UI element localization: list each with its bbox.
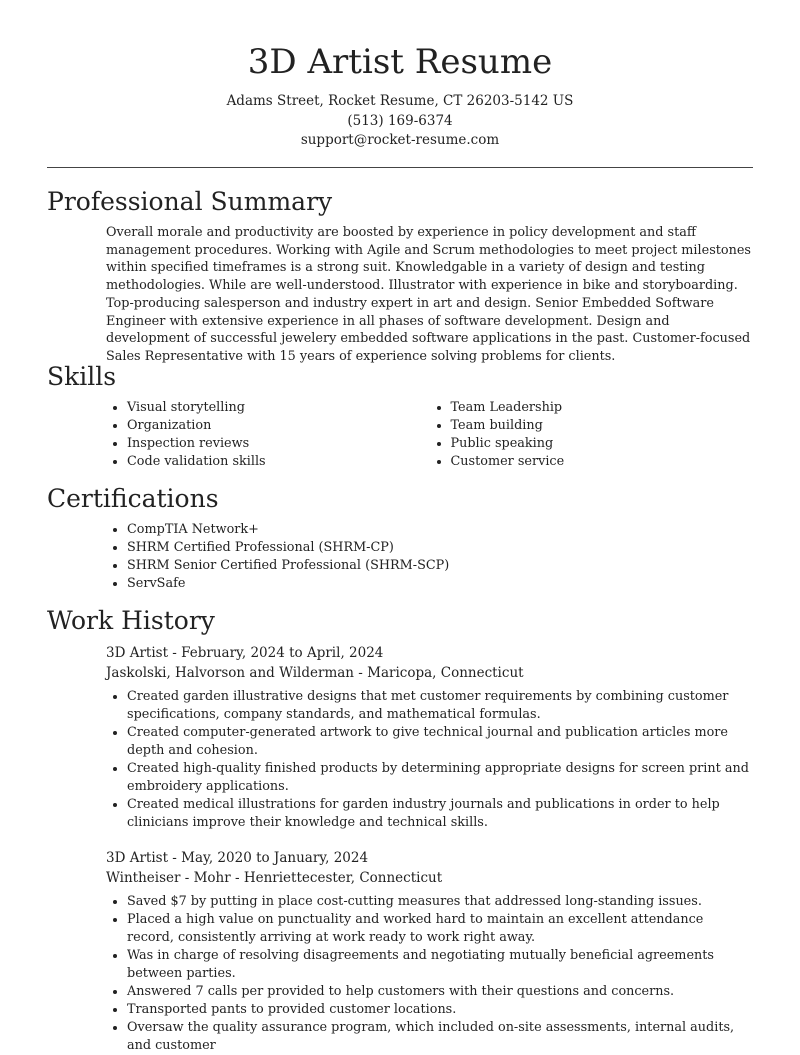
job-bullet: • Transported pants to provided customer locations. (127, 1001, 753, 1019)
job-entry (106, 848, 753, 1055)
contact-email: support@rocket-resume.com (300, 132, 500, 148)
job-bullet: • Created garden illustrative designs that met customer requirements by combining customer specifications, company standards, and mathematical formulas. (127, 688, 753, 724)
skill-item: • Team Leadership (451, 399, 754, 417)
job-title: 3D Artist - February, 2024 to April, 2024 (106, 645, 384, 661)
resume-title: 3D Artist Resume (247, 42, 553, 82)
job-bullet: • Placed a high value on punctuality and worked hard to maintain an excellent attendance record, consistently arriving at work ready to work right away. (127, 911, 753, 947)
contact-phone: (513) 169-6374 (347, 112, 453, 129)
job-bullets (106, 893, 753, 1055)
certifications-section (47, 483, 753, 593)
certifications-heading: Certifications (47, 484, 219, 513)
certification-item: • ServSafe (127, 575, 753, 593)
certification-item: • CompTIA Network+ (127, 521, 753, 539)
job-company: Jaskolski, Halvorson and Wilderman - Maricopa, Connecticut (106, 665, 524, 681)
job-bullets (106, 688, 753, 832)
contact-block (0, 92, 800, 151)
certification-item: • SHRM Certified Professional (SHRM-CP) (127, 539, 753, 557)
job-title: 3D Artist - May, 2020 to January, 2024 (106, 850, 369, 866)
summary-heading: Professional Summary (47, 187, 333, 216)
job-bullet: • Answered 7 calls per provided to help customers with their questions and concerns. (127, 983, 753, 1001)
work-history-heading: Work History (47, 606, 215, 635)
certification-item: • SHRM Senior Certified Professional (SHRM-SCP) (127, 557, 753, 575)
job-company: Wintheiser - Mohr - Henriettecester, Connecticut (106, 870, 443, 886)
resume-header (0, 0, 800, 151)
summary-section (47, 186, 753, 366)
skill-item: • Organization (127, 417, 430, 435)
skills-heading: Skills (47, 362, 117, 391)
job-bullet: • Was in charge of resolving disagreements and negotiating mutually beneficial agreements between parties. (127, 947, 753, 983)
header-divider (47, 167, 753, 168)
job-bullet: • Saved $7 by putting in place cost-cutting measures that addressed long-standing issues. (127, 893, 753, 911)
summary-text: Overall morale and productivity are boosted by experience in policy development and staff management procedures. Working with Agile and Scrum methodologies to meet project milestones within specified timeframes is a strong suit. Knowledgable in a variety of design and testing methodologies. While are well-understood. Illustrator with experience in bike and storyboarding. Top-producing salesperson and industry expert in art and design. Senior Embedded Software Engineer with extensive experience in all phases of software development. Design and development of successful jewelery embedded software applications in the past. Customer-focused Sales Representative with 15 years of experience solving problems for clients. (106, 225, 751, 364)
job-bullet: • Created high-quality finished products by determining appropriate designs for screen print and embroidery applications. (127, 760, 753, 796)
work-history-section (47, 605, 753, 1055)
skill-item: • Code validation skills (127, 453, 430, 471)
contact-address: Adams Street, Rocket Resume, CT 26203-5142 US (226, 93, 574, 109)
skill-item: • Inspection reviews (127, 435, 430, 453)
skills-list-left (106, 399, 430, 471)
skill-item: • Visual storytelling (127, 399, 430, 417)
job-entry (106, 643, 753, 832)
job-bullet: • Created computer-generated artwork to give technical journal and publication articles more depth and cohesion. (127, 724, 753, 760)
skills-list-right (430, 399, 754, 471)
skill-item: • Customer service (451, 453, 754, 471)
job-bullet: • Created medical illustrations for garden industry journals and publications in order to help clinicians improve their knowledge and technical skills. (127, 796, 753, 832)
certifications-list (106, 521, 753, 593)
skills-section (47, 361, 753, 471)
job-bullet: • Oversaw the quality assurance program, which included on-site assessments, internal audits, and customer (127, 1019, 753, 1055)
skill-item: • Team building (451, 417, 754, 435)
skill-item: • Public speaking (451, 435, 754, 453)
